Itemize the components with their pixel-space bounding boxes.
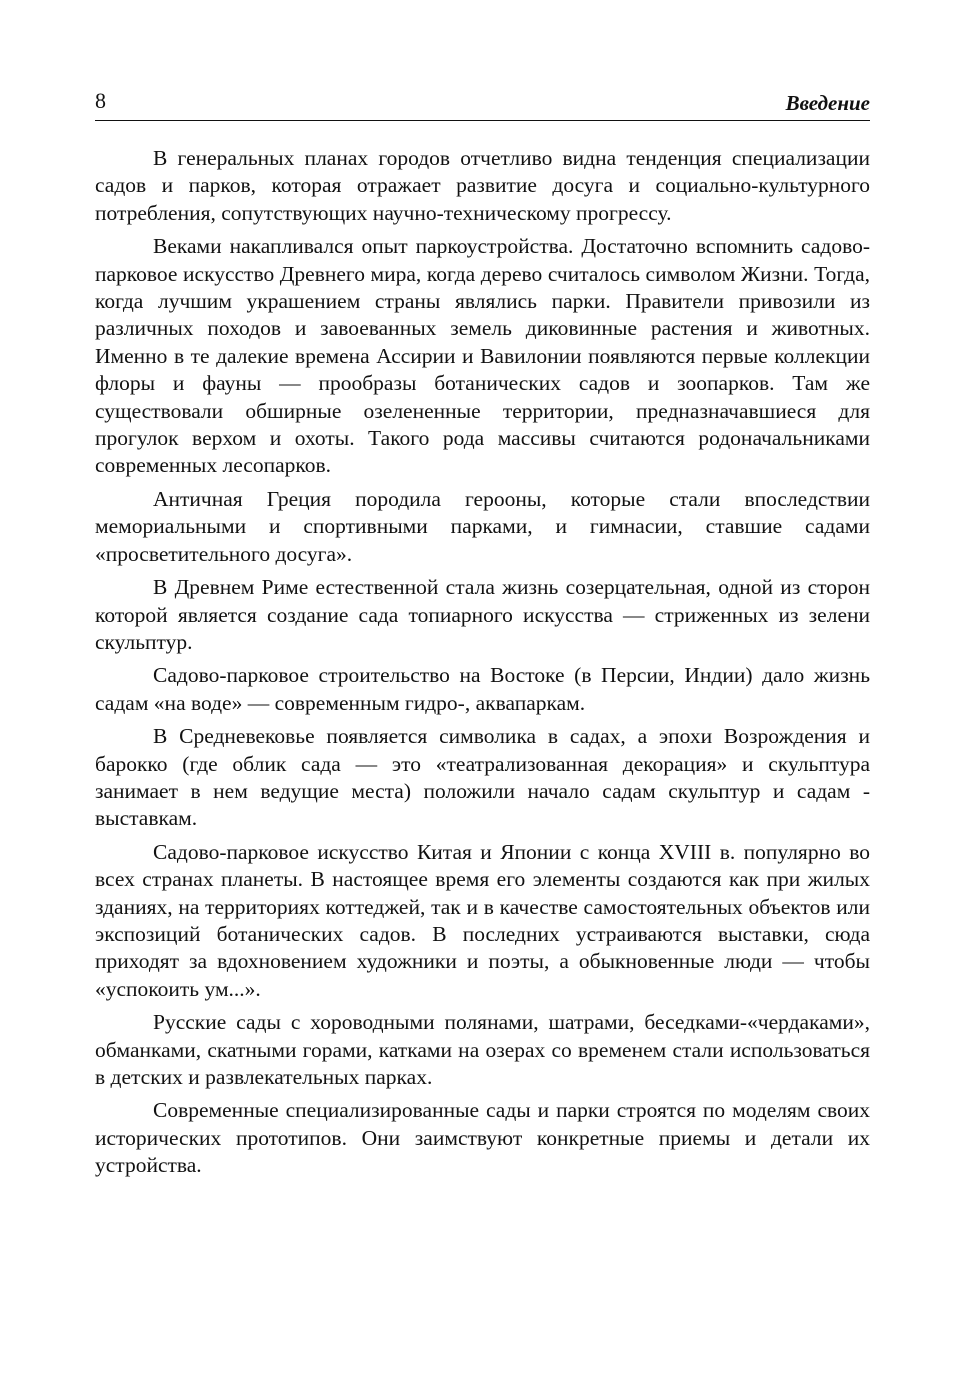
paragraph: В Средневековье появляется символика в садах, а эпохи Возрождения и барокко (где облик сада — это «театрализованная декорация» и скульптура занимает в нем ведущие места) положили начало садам скульптур и садам - выставкам. bbox=[95, 724, 870, 831]
page-number: 8 bbox=[95, 88, 106, 113]
paragraph: Русские сады с хороводными полянами, шатрами, беседками-«чердаками», обманками, скатными горами, катками на озерах со временем стали использоваться в детских и развлекательных парках. bbox=[95, 1010, 870, 1089]
body-text bbox=[95, 145, 870, 1180]
paragraph: Садово-парковое строительство на Востоке (в Персии, Индии) дало жизнь садам «на воде» — современным гидро-, аквапаркам. bbox=[95, 663, 870, 715]
paragraph: В генеральных планах городов отчетливо видна тенденция специализации садов и парков, которая отражает развитие досуга и социально-культурного потребления, сопутствующих научно-техническому прогрессу. bbox=[95, 146, 870, 225]
section-title: Введение bbox=[785, 91, 870, 115]
paragraph: Веками накапливался опыт паркоустройства. Достаточно вспомнить садово-парковое искусство Древнего мира, когда дерево считалось символом Жизни. Тогда, когда лучшим украшением страны являлись парки. Правители привозили из различных походов и завоеванных земель диковинные растения и животных. Именно в те далекие времена Ассирии и Вавилонии появляются первые коллекции флоры и фауны — прообразы ботанических садов и зоопарков. Там же существовали обширные озелененные территории, предназначавшиеся для прогулок верхом и охоты. Такого рода массивы считаются родоначальниками современных лесопарков. bbox=[95, 234, 870, 478]
paragraph: Современные специализированные сады и парки строятся по моделям своих исторических прототипов. Они заимствуют конкретные приемы и детали их устройства. bbox=[95, 1098, 870, 1178]
document-page bbox=[95, 88, 870, 1186]
paragraph: Садово-парковое искусство Китая и Японии с конца XVIII в. популярно во всех странах планеты. В настоящее время его элементы создаются как при жилых зданиях, на территориях коттеджей, так и в качестве самостоятельных объектов или экспозиций ботанических садов. В последних устраиваются выставки, сюда приходят за вдохновением художники и поэты, а обыкновенные люди — чтобы «успокоить ум...». bbox=[95, 839, 870, 1001]
paragraph: В Древнем Риме естественной стала жизнь созерцательная, одной из сторон которой является создание сада топиарного искусства — стриженных из зелени скульптур. bbox=[95, 575, 870, 654]
running-header bbox=[95, 88, 870, 121]
paragraph: Античная Греция породила герооны, которые стали впоследствии мемориальными и спортивными парками, и гимнасии, ставшие садами «просветительного досуга». bbox=[95, 486, 870, 566]
